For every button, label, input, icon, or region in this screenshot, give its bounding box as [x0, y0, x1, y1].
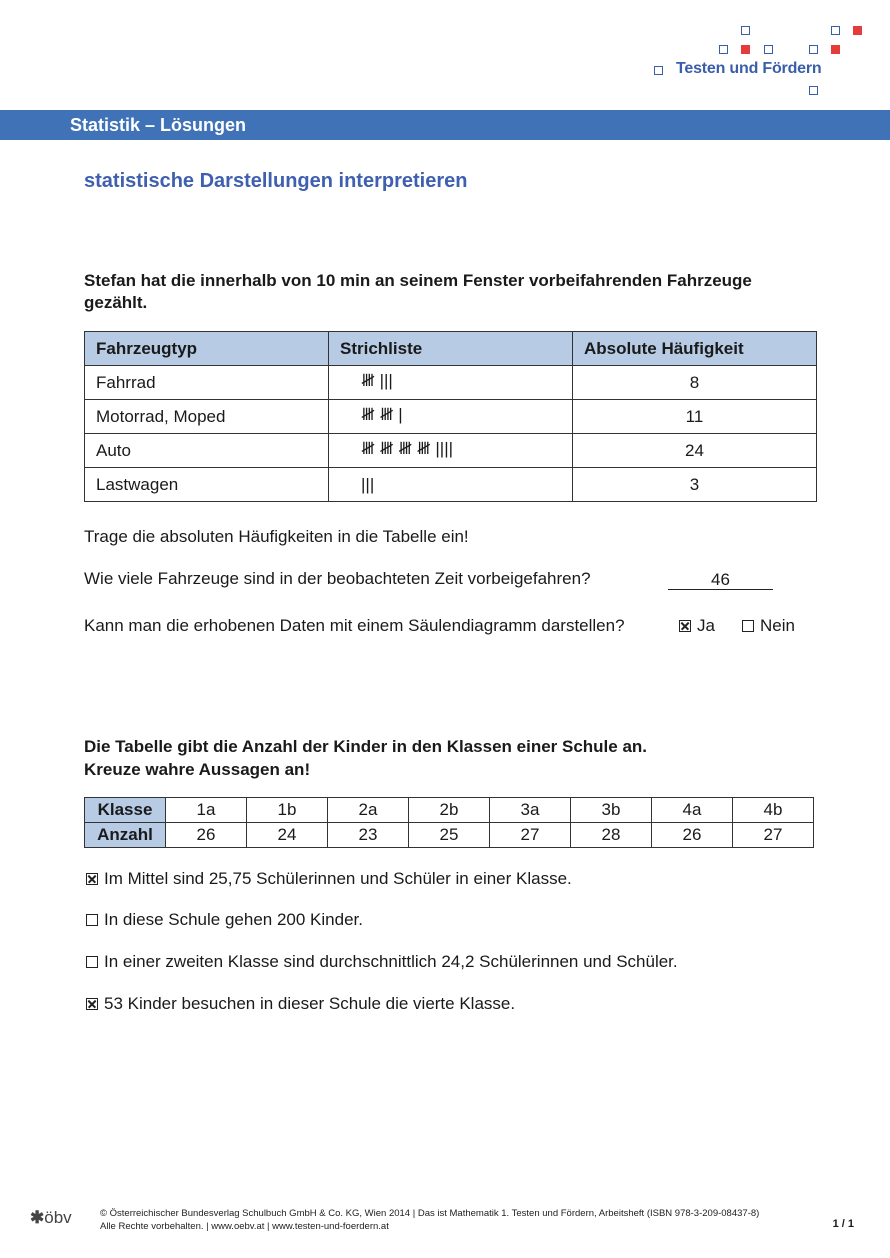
option-yes[interactable]	[679, 616, 715, 636]
checked-box-icon[interactable]	[86, 873, 98, 885]
count-value: 24	[573, 434, 817, 468]
statement-item[interactable]	[86, 994, 515, 1014]
task2-question-line2: Kreuze wahre Aussagen an!	[84, 760, 311, 779]
brand-name: Testen und Fördern	[676, 60, 822, 77]
footer-text	[100, 1207, 759, 1233]
count-cell: 27	[490, 823, 571, 848]
publisher-logo-text: öbv	[44, 1208, 72, 1227]
table-header-row	[85, 332, 817, 366]
count-cell: 28	[571, 823, 652, 848]
tally-marks: 𝍸 𝍸 |	[329, 400, 573, 434]
empty-box-icon[interactable]	[742, 620, 754, 632]
class-cell: 2a	[328, 798, 409, 823]
instruction-text: Trage die absoluten Häufigkeiten in die Tabelle ein!	[84, 527, 469, 546]
total-answer[interactable]: 46	[668, 570, 773, 590]
vehicle-type: Fahrrad	[85, 366, 329, 400]
checked-box-icon[interactable]	[86, 998, 98, 1010]
logo-square	[741, 45, 750, 54]
logo-square	[719, 45, 728, 54]
count-value: 8	[573, 366, 817, 400]
banner-title: Statistik – Lösungen	[70, 115, 247, 135]
class-cell: 2b	[409, 798, 490, 823]
column-header: Absolute Häufigkeit	[573, 332, 817, 366]
statement-text: In diese Schule gehen 200 Kinder.	[104, 910, 363, 929]
page-subtitle: statistische Darstellungen interpretieren	[84, 170, 468, 192]
logo-square	[764, 45, 773, 54]
chart-question: Kann man die erhobenen Daten mit einem Säulendiagramm darstellen?	[84, 616, 625, 635]
vehicle-type: Motorrad, Moped	[85, 400, 329, 434]
vehicle-type: Auto	[85, 434, 329, 468]
class-cell: 3b	[571, 798, 652, 823]
class-cell: 4a	[652, 798, 733, 823]
option-no-label: Nein	[760, 616, 795, 635]
count-cell: 23	[328, 823, 409, 848]
logo-square	[831, 45, 840, 54]
statement-text: Im Mittel sind 25,75 Schülerinnen und Schüler in einer Klasse.	[104, 869, 572, 888]
statement-text: In einer zweiten Klasse sind durchschnittlich 24,2 Schülerinnen und Schüler.	[104, 952, 678, 971]
tally-marks: 𝍸 |||	[329, 366, 573, 400]
class-table	[84, 797, 814, 848]
table-row	[85, 434, 817, 468]
table-row	[85, 400, 817, 434]
table-row	[85, 366, 817, 400]
logo-square	[741, 26, 750, 35]
logo-square	[831, 26, 840, 35]
checked-box-icon[interactable]	[679, 620, 691, 632]
total-question: Wie viele Fahrzeuge sind in der beobachteten Zeit vorbeigefahren?	[84, 569, 591, 588]
statement-item[interactable]	[86, 910, 363, 930]
footer-line1: © Österreichischer Bundesverlag Schulbuch GmbH & Co. KG, Wien 2014 | Das ist Mathematik 1. Testen und Fördern, Arbeitsheft (ISBN 978-3-209-08437-8)	[100, 1208, 760, 1219]
statement-item[interactable]	[86, 952, 678, 972]
footer-line2: Alle Rechte vorbehalten. | www.oebv.at | www.testen-und-foerdern.at	[100, 1221, 389, 1232]
publisher-logo	[30, 1208, 72, 1228]
class-cell: 1b	[247, 798, 328, 823]
column-header: Strichliste	[329, 332, 573, 366]
vehicle-table	[84, 331, 817, 502]
class-cell: 1a	[166, 798, 247, 823]
option-no[interactable]	[742, 616, 795, 636]
count-cell: 27	[733, 823, 814, 848]
class-cell: 3a	[490, 798, 571, 823]
row-label: Klasse	[85, 798, 166, 823]
tally-marks: 𝍸 𝍸 𝍸 𝍸 ||||	[329, 434, 573, 468]
tally-marks: |||	[329, 468, 573, 502]
count-row	[85, 823, 814, 848]
count-cell: 26	[166, 823, 247, 848]
logo-square	[809, 86, 818, 95]
task2-question-line1: Die Tabelle gibt die Anzahl der Kinder in den Klassen einer Schule an.	[84, 737, 648, 756]
page-number: 1 / 1	[832, 1218, 854, 1230]
logo-square	[853, 26, 862, 35]
row-label: Anzahl	[85, 823, 166, 848]
statement-text: 53 Kinder besuchen in dieser Schule die vierte Klasse.	[104, 994, 516, 1013]
count-cell: 25	[409, 823, 490, 848]
count-value: 3	[573, 468, 817, 502]
statement-item[interactable]	[86, 869, 572, 889]
class-cell: 4b	[733, 798, 814, 823]
task1-question: Stefan hat die innerhalb von 10 min an seinem Fenster vorbeifahrenden Fahrzeuge gezählt.	[84, 271, 752, 312]
class-row	[85, 798, 814, 823]
table-row	[85, 468, 817, 502]
count-cell: 24	[247, 823, 328, 848]
count-value: 11	[573, 400, 817, 434]
empty-box-icon[interactable]	[86, 956, 98, 968]
count-cell: 26	[652, 823, 733, 848]
logo-square	[654, 66, 663, 75]
asterisk-icon: ✱	[30, 1208, 45, 1227]
vehicle-type: Lastwagen	[85, 468, 329, 502]
option-yes-label: Ja	[697, 616, 715, 635]
column-header: Fahrzeugtyp	[85, 332, 329, 366]
empty-box-icon[interactable]	[86, 914, 98, 926]
logo-square	[809, 45, 818, 54]
